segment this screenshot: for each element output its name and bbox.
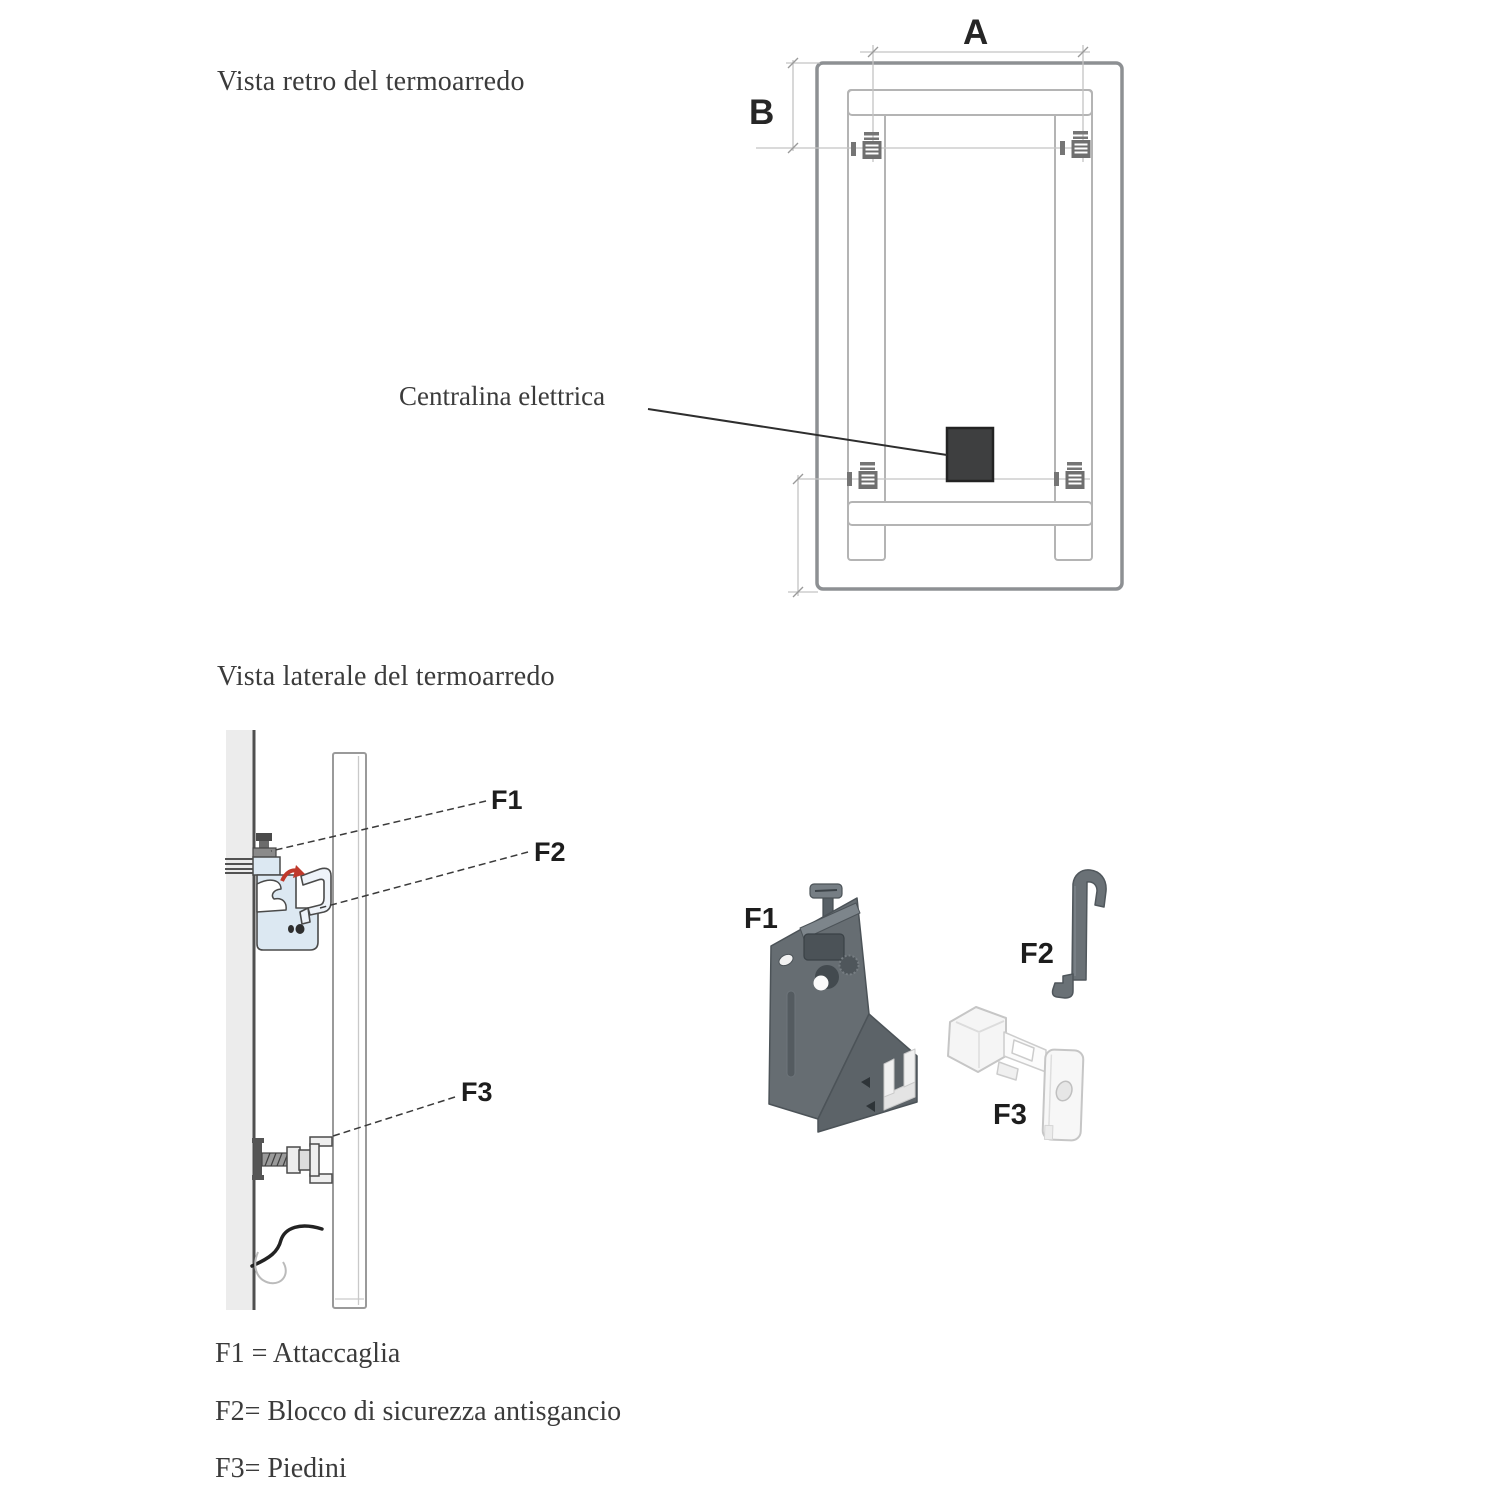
leader-f1: [271, 801, 486, 851]
callout-f3-label: F3: [461, 1077, 493, 1107]
control-unit-label: Centralina elettrica: [399, 381, 606, 411]
side-view-title: Vista laterale del termoarredo: [217, 661, 555, 692]
frame-right-rail: [1055, 90, 1092, 560]
frame-bottom-bar: [848, 502, 1092, 525]
rear-view-diagram: [648, 13, 1122, 597]
dim-b-label: B: [749, 93, 775, 132]
frame-left-rail: [848, 90, 885, 560]
control-unit-box: [947, 428, 993, 481]
rear-view-title: Vista retro del termoarredo: [217, 66, 525, 97]
wall: [226, 730, 253, 1310]
parts-3d: [744, 870, 1106, 1141]
callout-f2-label: F2: [534, 837, 566, 867]
part-f3-label: F3: [993, 1099, 1027, 1131]
legend-item-f1: F1 = Attaccaglia: [215, 1338, 401, 1369]
part-f2-label: F2: [1020, 938, 1054, 970]
side-view-diagram: [225, 730, 566, 1310]
callout-f1-label: F1: [491, 785, 523, 815]
frame-top-bar: [848, 90, 1092, 115]
part-f1-label: F1: [744, 903, 778, 935]
legend-item-f2: F2= Blocco di sicurezza antisgancio: [215, 1396, 622, 1427]
legend-item-f3: F3= Piedini: [215, 1453, 347, 1484]
foot-assembly-f3: [252, 1137, 332, 1183]
screw-icon: [253, 833, 276, 858]
dim-a-label: A: [963, 13, 989, 52]
power-cable: [252, 1226, 322, 1283]
part-f2-hook: [1053, 870, 1107, 998]
hanging-bracket-f1: [253, 857, 318, 950]
radiator-panel-side: [333, 753, 366, 1308]
part-f1-bracket: [769, 884, 917, 1132]
